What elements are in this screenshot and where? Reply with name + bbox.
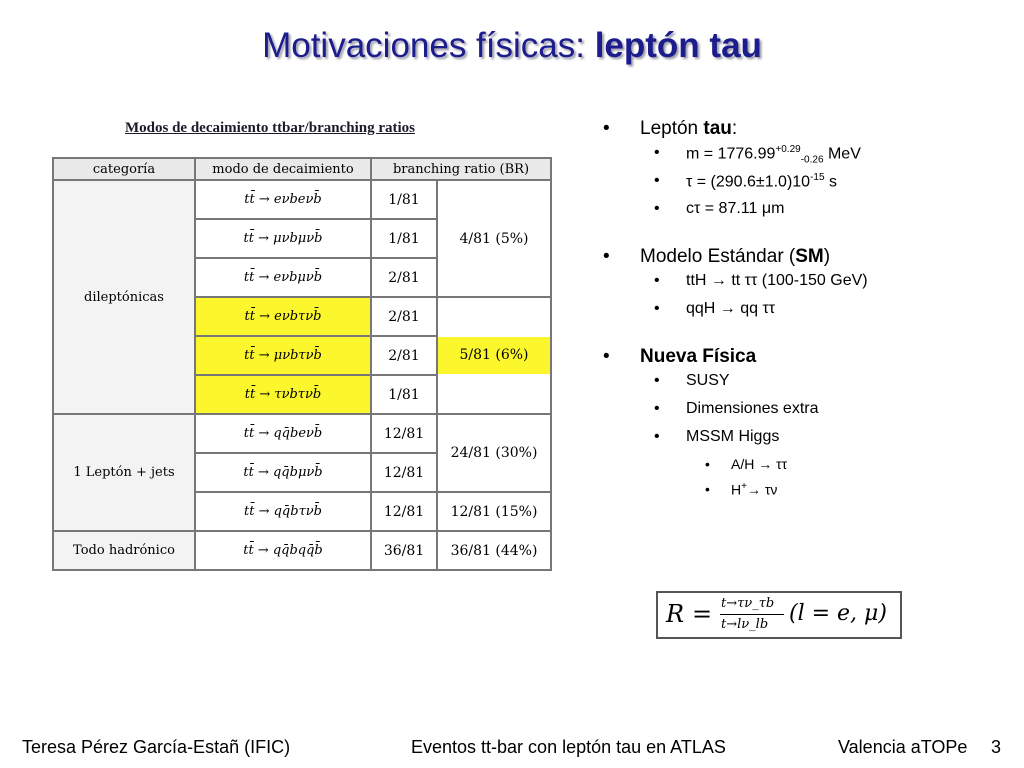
bullet-new-physics bbox=[640, 346, 1020, 372]
table-heading: Modos de decaimiento ttbar/branching ratios bbox=[125, 120, 415, 136]
formula-equals: = bbox=[692, 600, 713, 628]
total-br: 12/81 (15%) bbox=[437, 492, 551, 531]
decay-mode: tt̄ → μνbτνb̄ bbox=[195, 336, 371, 375]
fraction-bar bbox=[720, 614, 784, 615]
category-lepton-jets: 1 Leptón + jets bbox=[53, 414, 195, 531]
bullet-text: s bbox=[824, 173, 837, 191]
branching-ratio: 36/81 bbox=[371, 531, 437, 570]
superscript: +0.29 bbox=[775, 144, 801, 155]
table-row bbox=[53, 414, 551, 453]
bullet-hplus bbox=[731, 481, 1020, 506]
ratio-formula bbox=[656, 591, 902, 639]
bullet-bold: Nueva Física bbox=[640, 346, 757, 367]
bullet-text: : bbox=[731, 118, 738, 139]
decay-mode: tt̄ → τνbτνb̄ bbox=[195, 375, 371, 414]
branching-ratio: 1/81 bbox=[371, 375, 437, 414]
bullet-susy: • SUSY bbox=[686, 372, 1020, 400]
bullet-qqh: • qqH → qq ττ bbox=[686, 300, 1020, 328]
header-category: categoría bbox=[53, 158, 195, 180]
branching-ratio: 12/81 bbox=[371, 453, 437, 492]
decay-mode: tt̄ → μνbμνb̄ bbox=[195, 219, 371, 258]
branching-ratio: 12/81 bbox=[371, 492, 437, 531]
branching-ratio: 2/81 bbox=[371, 336, 437, 375]
bullet-mass bbox=[686, 144, 1020, 172]
bullet-text: τ = (290.6±1.0)10 bbox=[686, 173, 811, 191]
superscript: -15 bbox=[810, 172, 825, 183]
bullet-text: H bbox=[731, 481, 742, 498]
decay-mode: tt̄ → eνbeνb̄ bbox=[195, 180, 371, 219]
table-row bbox=[53, 531, 551, 570]
decay-mode: tt̄ → qq̄beνb̄ bbox=[195, 414, 371, 453]
bullet-text: Modelo Estándar ( bbox=[640, 246, 796, 267]
bullet-text: m = 1776.99 bbox=[686, 145, 776, 163]
header-mode: modo de decaimiento bbox=[195, 158, 371, 180]
bullet-standard-model bbox=[640, 246, 1020, 272]
total-br: 36/81 (44%) bbox=[437, 531, 551, 570]
formula-lhs: R bbox=[666, 600, 685, 628]
total-br-highlight: 5/81 (6%) bbox=[438, 337, 550, 374]
branching-ratio: 1/81 bbox=[371, 180, 437, 219]
table-header-row bbox=[53, 158, 551, 180]
header-br: branching ratio (BR) bbox=[371, 158, 551, 180]
bullet-bold: SM bbox=[795, 246, 824, 267]
decay-mode: tt̄ → eνbμνb̄ bbox=[195, 258, 371, 297]
bullet-bold: tau bbox=[703, 118, 732, 139]
category-hadronic: Todo hadrónico bbox=[53, 531, 195, 570]
decay-mode: tt̄ → qq̄bqq̄b̄ bbox=[195, 531, 371, 570]
footer-venue: Valencia aTOPe bbox=[838, 737, 968, 757]
footer-page-number: 3 bbox=[991, 737, 1002, 757]
branching-ratio: 12/81 bbox=[371, 414, 437, 453]
branching-ratio: 2/81 bbox=[371, 258, 437, 297]
superscript: + bbox=[741, 481, 747, 492]
branching-ratio: 2/81 bbox=[371, 297, 437, 336]
bullet-ah: • A/H → ττ bbox=[731, 456, 1020, 481]
footer-author: Teresa Pérez García-Estañ (IFIC) bbox=[22, 737, 291, 757]
total-br: 24/81 (30%) bbox=[437, 414, 551, 492]
table-row bbox=[53, 180, 551, 219]
total-br: 4/81 (5%) bbox=[437, 180, 551, 297]
bullet-tth: • ttH → tt ττ (100-150 GeV) bbox=[686, 272, 1020, 300]
bullet-list bbox=[600, 118, 1020, 506]
bullet-text: ) bbox=[823, 246, 831, 267]
bullet-lifetime bbox=[686, 172, 1020, 200]
bullet-text: MeV bbox=[823, 145, 861, 163]
decay-mode: tt̄ → qq̄bτνb̄ bbox=[195, 492, 371, 531]
title-regular: Motivaciones físicas: bbox=[262, 26, 595, 65]
branching-ratio: 1/81 bbox=[371, 219, 437, 258]
bullet-text: → τν bbox=[746, 481, 778, 498]
formula-numerator: t→τν_τb bbox=[721, 596, 775, 611]
bullet-extra-dimensions: • Dimensiones extra bbox=[686, 400, 1020, 428]
formula-condition: (l = e, μ) bbox=[789, 601, 887, 626]
bullet-text: Leptón bbox=[640, 118, 704, 139]
footer-talk-title: Eventos tt-bar con leptón tau en ATLAS bbox=[411, 737, 726, 757]
bullet-mssm-higgs: • MSSM Higgs bbox=[686, 428, 1020, 456]
decay-table bbox=[52, 157, 552, 571]
formula-denominator: t→lν_lb bbox=[721, 617, 769, 632]
subscript: -0.26 bbox=[800, 154, 824, 166]
decay-mode: tt̄ → eνbτνb̄ bbox=[195, 297, 371, 336]
category-dilepton: dileptónicas bbox=[53, 180, 195, 414]
total-br-cell bbox=[437, 297, 551, 414]
bullet-ctau: • cτ = 87.11 μm bbox=[686, 200, 1020, 228]
slide-title bbox=[0, 26, 1024, 66]
title-bold: leptón tau bbox=[594, 26, 762, 65]
bullet-lepton-tau bbox=[640, 118, 1020, 144]
decay-mode: tt̄ → qq̄bμνb̄ bbox=[195, 453, 371, 492]
